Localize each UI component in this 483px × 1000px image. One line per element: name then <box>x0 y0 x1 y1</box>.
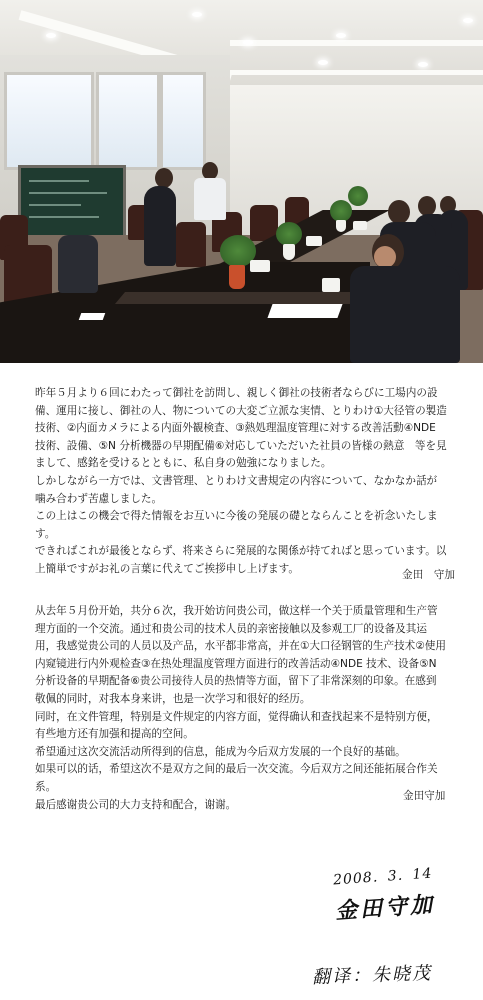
plant-icon <box>330 200 352 222</box>
plant-icon <box>276 222 302 246</box>
ceiling-beam <box>230 40 483 46</box>
handwritten-translator: 翻译：朱晓茂 <box>311 962 433 989</box>
window <box>160 72 206 170</box>
tissue-box <box>306 236 322 246</box>
tissue-box <box>250 260 270 272</box>
handwritten-date: 2008．3．14 <box>332 865 433 889</box>
chinese-paragraph: 同时，在文件管理，特别是文件规定的内容方面，觉得确认和查找起来不是特别方便，有些地方还有加强和提高的空间。 <box>35 710 438 741</box>
ceiling-light-icon <box>192 12 202 17</box>
ceiling-light-icon <box>243 40 253 45</box>
ceiling-light-icon <box>318 60 328 65</box>
table-edge <box>115 292 375 304</box>
chinese-paragraph: 最后感谢贵公司的大力支持和配合，谢谢。 <box>35 798 237 811</box>
coat-on-chair <box>58 235 98 293</box>
japanese-paragraph: 昨年５月より６回にわたって御社を訪問し、親しく御社の技術者ならびに工場内の設備、運用に接し、御社の人、物についての大変ご立派な実情、とりわけ①大径管の製造技術、②内面カメラによる内面外観検査、③熱処理温度管理に対する改善活動④NDE 技術、設備、⑤N 分析機器の早期配備⑥対応していただいた社員の皆様の熱意 等を見まして、感銘を受けるとともに、私自身の勉強になりました。 <box>35 387 447 470</box>
chinese-paragraph: 希望通过这次交流活动所得到的信息，能成为今后双方发展的一个良好的基础。 <box>35 745 406 758</box>
ceiling-light-icon <box>336 33 346 38</box>
flower-pot <box>283 244 295 260</box>
handwritten-signature: 金田守加 <box>334 891 436 925</box>
japanese-paragraph: この上はこの機会で得た情報をお互いに今後の発展の礎とならんことを祈念いたします。 <box>35 510 438 540</box>
window <box>4 72 94 170</box>
flower-pot <box>336 220 346 232</box>
documents <box>79 313 106 320</box>
chinese-signature: 金田守加 <box>403 790 446 802</box>
japanese-signature: 金田 守加 <box>402 569 455 581</box>
japanese-paragraph: しかしながら一方では、文書管理、とりわけ文書規定の内容について、なかなか話が噛み合わず苦慮しました。 <box>35 474 438 505</box>
flower-pot <box>229 265 245 289</box>
window <box>96 72 160 170</box>
ceiling-light-icon <box>418 62 428 67</box>
ceiling-light-icon <box>46 33 56 38</box>
ceiling-light-icon <box>463 18 473 23</box>
japanese-paragraph: できればこれが最後とならず、将来さらに発展的な関係が持てればと思っています。以上簡単ですがお礼の言葉に代えてご挨拶申し上げます。 <box>35 545 447 575</box>
blackboard <box>18 165 126 243</box>
chinese-paragraph: 从去年５月份开始，共分６次，我开始访问贵公司，做这样一个关于质量管理和生产管理方面的一个交流。通过和贵公司的技术人员的亲密接触以及参观工厂的设备及其运用，我感觉贵公司的人员以及产品，水平都非常高，并在①大口径钢管的生产技术②使用内窥镜进行内外观检查③在热处理温度管理方面进行的改善活动④NDE 技术、设备⑤N 分析设备的早期配备⑥贵公司接待人员的热情等方面，留下了非常深刻的印象。在感到敬佩的同时，对我本身来讲，也是一次学习和很好的经历。 <box>35 605 446 705</box>
cup <box>322 278 340 292</box>
chair <box>176 222 206 267</box>
meeting-room-photo <box>0 0 483 363</box>
chinese-letter <box>35 603 447 814</box>
documents <box>267 304 342 318</box>
plant-icon <box>348 186 368 206</box>
chinese-paragraph: 如果可以的话，希望这次不是双方之间的最后一次交流。今后双方之间还能拓展合作关系。 <box>35 763 438 793</box>
japanese-letter <box>35 385 447 579</box>
tissue-box <box>353 221 367 230</box>
